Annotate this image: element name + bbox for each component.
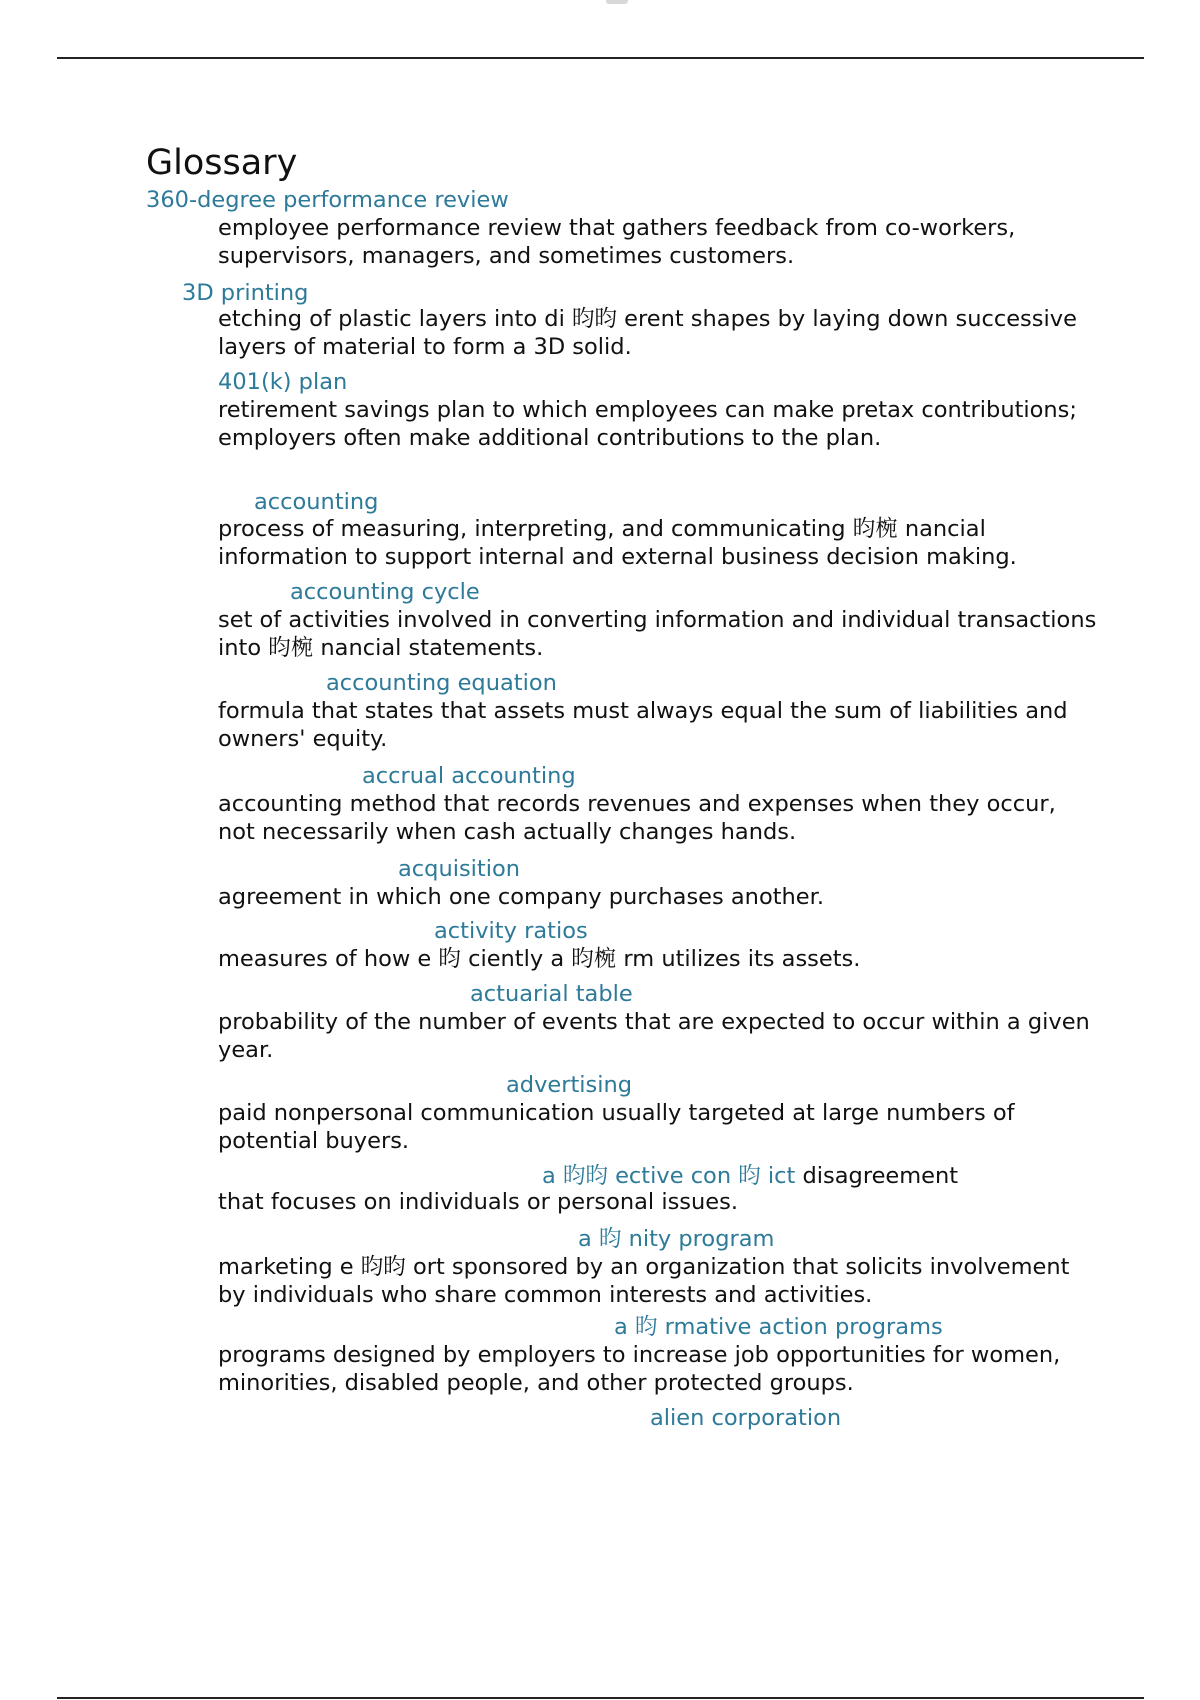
- glossary-term[interactable]: accounting equation: [326, 670, 557, 696]
- glossary-definition: formula that states that assets must always equal the sum of liabilities and owners' equity.: [218, 698, 1068, 752]
- glossary-term[interactable]: accrual accounting: [362, 763, 576, 789]
- glossary-term[interactable]: alien corporation: [650, 1405, 842, 1431]
- footer-rule: [57, 1697, 1144, 1699]
- glossary-term[interactable]: 360-degree performance review: [146, 187, 509, 213]
- glossary-definition: retirement savings plan to which employees can make pretax contributions; employers often make additional contributions to the plan.: [218, 397, 1077, 451]
- glossary-term-line: [542, 1162, 958, 1190]
- glossary-term[interactable]: actuarial table: [470, 981, 633, 1007]
- glossary-term[interactable]: activity ratios: [434, 918, 588, 944]
- glossary-term[interactable]: 3D printing: [182, 280, 309, 306]
- glossary-term[interactable]: 401(k) plan: [218, 369, 348, 395]
- glossary-definition: etching of plastic layers into di 昀昀 erent shapes by laying down successive layers of material to form a 3D solid.: [218, 306, 1077, 360]
- glossary-term[interactable]: accounting cycle: [290, 579, 480, 605]
- glossary-term[interactable]: advertising: [506, 1072, 633, 1098]
- page-title: Glossary: [146, 143, 298, 183]
- glossary-definition: employee performance review that gathers feedback from co-workers, supervisors, managers, and sometimes customers.: [218, 215, 1016, 269]
- glossary-definition: set of activities involved in converting information and individual transactions into 昀椀 nancial statements.: [218, 607, 1097, 661]
- glossary-definition: process of measuring, interpreting, and communicating 昀椀 nancial information to support internal and external business decision making.: [218, 516, 1017, 570]
- glossary-definition: agreement in which one company purchases another.: [218, 884, 824, 910]
- glossary-definition: that focuses on individuals or personal issues.: [218, 1189, 739, 1215]
- glossary-term[interactable]: a 昀昀 ective con 昀 ict: [542, 1163, 796, 1189]
- header-rule: [57, 57, 1144, 59]
- glossary-term[interactable]: acquisition: [398, 856, 521, 882]
- glossary-definition: marketing e 昀昀 ort sponsored by an organization that solicits involvement by individuals who share common interests and activities.: [218, 1254, 1070, 1308]
- glossary-term[interactable]: a 昀 nity program: [578, 1226, 775, 1252]
- glossary-term[interactable]: accounting: [254, 489, 379, 515]
- glossary-definition-inline: disagreement: [802, 1163, 959, 1189]
- glossary-term[interactable]: a 昀 rmative action programs: [614, 1314, 943, 1340]
- glossary-definition: paid nonpersonal communication usually targeted at large numbers of potential buyers.: [218, 1100, 1015, 1154]
- page-top-mark: [606, 0, 628, 4]
- glossary-definition: measures of how e 昀 ciently a 昀椀 rm utilizes its assets.: [218, 946, 861, 972]
- glossary-definition: accounting method that records revenues and expenses when they occur, not necessarily when cash actually changes hands.: [218, 791, 1056, 845]
- glossary-definition: probability of the number of events that are expected to occur within a given year.: [218, 1009, 1090, 1063]
- glossary-definition: programs designed by employers to increase job opportunities for women, minorities, disabled people, and other protected groups.: [218, 1342, 1061, 1396]
